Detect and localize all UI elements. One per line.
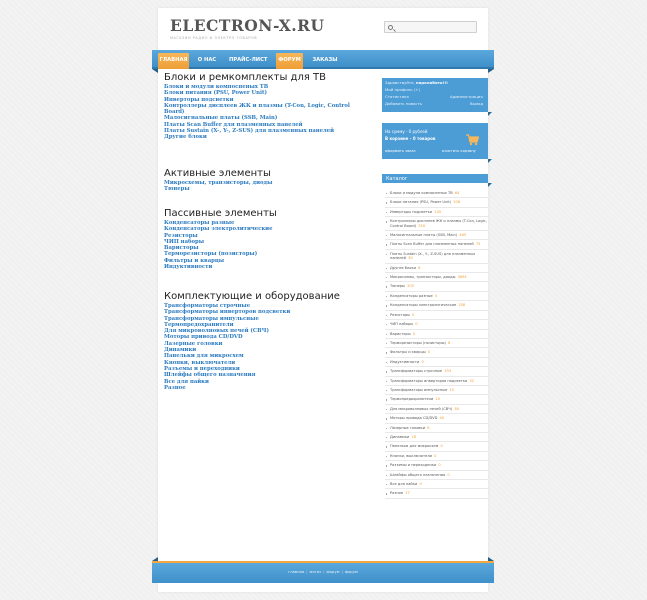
catalog-item-count: 40 — [439, 416, 445, 421]
site-header — [158, 8, 488, 48]
catalog-item-count: 316 — [418, 223, 426, 228]
catalog-item-label: Тюнеры — [390, 284, 405, 289]
category-link[interactable]: Малосигнальные платы (SSB, Main) — [164, 115, 278, 122]
catalog-item-label: Варисторы — [390, 331, 411, 336]
catalog-item[interactable] — [385, 461, 488, 470]
catalog-item[interactable] — [385, 424, 488, 433]
category-link[interactable]: Трансформаторы строчные — [164, 303, 251, 309]
category-link[interactable]: Все для пайки — [164, 378, 209, 385]
footer-link[interactable]: магаз — [309, 569, 322, 574]
category-link[interactable]: Варисторы — [164, 245, 199, 252]
logout-link[interactable]: Выход — [470, 101, 484, 106]
catalog-item[interactable] — [385, 348, 488, 357]
site-slogan: МАГАЗИН РАДИО И ЭЛЕКТРО ТОВАРОВ — [170, 36, 258, 40]
profile-link[interactable]: Мой профиль (+) — [385, 87, 421, 92]
nav-price-list[interactable]: ПРАЙС-ЛИСТ — [229, 57, 268, 63]
catalog-item-label: Трансформаторы инверторов подсветки — [390, 378, 468, 383]
catalog-item-count: 0 — [440, 444, 443, 449]
shopping-cart-icon[interactable] — [466, 134, 479, 146]
catalog-item-count: 258 — [458, 303, 466, 308]
catalog-item-label: Все для пайки — [390, 482, 418, 486]
category-link[interactable]: Платы Sustain (X-, Y-, Z-SUS) для плазменных панелей — [164, 128, 335, 135]
catalog-item-count: 205 — [407, 284, 414, 289]
category-link[interactable]: Разъемы и переходники — [164, 365, 240, 372]
catalog-item[interactable] — [385, 367, 488, 376]
catalog-item[interactable] — [385, 489, 488, 498]
catalog-item-label: Разъемы и переходники — [390, 463, 437, 468]
catalog-item-count: 0 — [421, 359, 424, 364]
category-link[interactable]: Микросхемы, транзисторы, диоды — [164, 180, 273, 186]
footer-separator: | — [341, 569, 343, 574]
category-link[interactable]: Резисторы — [164, 232, 198, 239]
catalog-item-label: Конденсаторы разные — [390, 293, 433, 298]
category-link[interactable]: Фильтры и кварцы — [164, 257, 225, 264]
footer-link[interactable]: главная — [288, 569, 305, 574]
catalog-item-label: Трансформаторы импульсные — [390, 387, 448, 392]
catalog-item-count: 0 — [419, 482, 422, 486]
catalog-item-count: 0 — [438, 463, 441, 468]
search-icon[interactable] — [388, 25, 393, 30]
catalog-item-count: 0 — [447, 472, 450, 477]
catalog-item[interactable] — [385, 377, 488, 386]
catalog-item[interactable] — [385, 208, 488, 217]
catalog-item-label: Шлейфы общего назначения — [390, 472, 446, 477]
catalog-item-count: 0 — [434, 293, 438, 298]
footer-link[interactable]: форум — [344, 569, 358, 574]
category-link[interactable]: Панельки для микросхем — [164, 353, 244, 360]
catalog-item-count: 465 — [459, 233, 467, 238]
catalog-item-label: Панельки для микросхем — [390, 444, 439, 449]
section-active-elements — [164, 168, 272, 193]
catalog-item-label: ЧИП наборы — [390, 322, 414, 327]
section-title: Комплектующие и оборудование — [164, 291, 340, 302]
category-link[interactable]: Конденсаторы электролитические — [164, 226, 273, 233]
catalog-item-count: 18 — [411, 434, 416, 439]
catalog-item-label: Индуктивности — [390, 359, 420, 364]
username: паралобото!!! — [416, 80, 448, 85]
catalog-item-count: 75 — [475, 242, 481, 247]
checkout-link[interactable]: оформить заказ — [385, 149, 416, 153]
catalog-item[interactable] — [385, 189, 488, 198]
catalog-item-count: 30 — [408, 256, 413, 261]
catalog-item[interactable] — [385, 386, 488, 395]
add-news-link[interactable]: Добавить новость — [385, 101, 423, 106]
catalog-item-count: 6 — [448, 340, 451, 345]
site-logo[interactable]: ELECTRON-X.RU — [170, 16, 325, 35]
search-input[interactable] — [396, 23, 474, 32]
main-nav — [152, 50, 494, 69]
greeting-label: Здравствуйте, — [385, 80, 415, 85]
catalog-item[interactable] — [385, 442, 488, 451]
catalog-item[interactable] — [385, 282, 488, 291]
catalog-item-label: Кнопки, выключатели — [390, 453, 432, 458]
cart-panel — [382, 123, 488, 159]
catalog-item-label: Трансформаторы строчные — [390, 369, 443, 374]
catalog-item-count: 0 — [434, 453, 437, 458]
stats-link[interactable]: Статистика — [385, 94, 409, 99]
catalog-item[interactable] — [385, 405, 488, 414]
catalog-item-label: Платы Sustain (X-, Y-, Z-SUS) для плазменных панелей — [390, 251, 476, 261]
catalog-item-count: 0 — [412, 312, 415, 317]
section-title: Блоки и ремкомплекты для ТВ — [164, 72, 327, 83]
catalog-title: Каталог — [382, 174, 488, 183]
catalog-item-label: Динамики — [390, 434, 410, 439]
catalog-panel — [382, 174, 488, 499]
catalog-item-label: Инверторы подсветки — [390, 209, 433, 214]
category-link[interactable]: Динамики — [164, 347, 197, 354]
category-link[interactable]: Трансформаторы импульсные — [164, 315, 259, 322]
section-passive-elements — [164, 208, 277, 270]
catalog-item-label: Блоки и модули компоспеных ТВ — [390, 191, 453, 195]
catalog-item-count: 6 — [418, 265, 421, 270]
catalog-item-count: 17 — [405, 491, 410, 496]
catalog-item-count: 38 — [454, 406, 459, 411]
site-footer — [152, 561, 494, 583]
footer-separator: | — [323, 569, 325, 574]
nav-forum[interactable]: ФОРУМ — [276, 53, 303, 69]
catalog-item-label: Термопредохранители — [390, 397, 434, 402]
catalog-item-count: 3894 — [457, 275, 467, 280]
catalog-item-count: 0 — [412, 331, 416, 336]
catalog-item-label: Резисторы — [390, 312, 411, 317]
catalog-item[interactable] — [385, 480, 488, 489]
catalog-item[interactable] — [385, 433, 488, 442]
catalog-item[interactable] — [385, 231, 488, 240]
category-link[interactable]: Контроллеры дисплеев ЖК и плазмы (T-Con, Logic, Control Board) — [164, 102, 350, 116]
section-title: Пассивные элементы — [164, 208, 277, 219]
catalog-item[interactable] — [385, 395, 488, 404]
category-link[interactable]: Другие блоки — [164, 134, 207, 141]
category-link[interactable]: Для микроволновых печей (СВЧ) — [164, 328, 269, 335]
cart-count: В корзине - 0 товаров — [385, 136, 436, 141]
footer-links — [152, 569, 494, 574]
catalog-item[interactable] — [385, 301, 488, 310]
category-link[interactable]: Шлейфы общего назначения — [164, 372, 256, 379]
catalog-item-label: Платы Scan Buffer для плазменных панелей — [390, 242, 474, 247]
catalog-item-count: 8 — [427, 425, 430, 430]
category-link[interactable]: Блоки и модули компоспеных ТВ — [164, 84, 269, 90]
catalog-list — [382, 189, 488, 499]
catalog-item[interactable] — [385, 240, 488, 249]
admin-link[interactable]: Администрация — [450, 94, 483, 99]
catalog-item-count: 145 — [434, 209, 442, 214]
catalog-item-label: Терморезисторы (позисторы) — [390, 340, 446, 345]
catalog-item[interactable] — [385, 250, 488, 264]
catalog-item-count: 333 — [444, 369, 452, 374]
category-link[interactable]: Блоки питания (PSU, Power Unit) — [164, 90, 267, 97]
catalog-item[interactable] — [385, 198, 488, 207]
category-link[interactable]: Инверторы подсветки — [164, 96, 234, 103]
catalog-item-label: Конденсаторы электролитические — [390, 303, 457, 308]
catalog-item-count: 0 — [415, 322, 418, 327]
catalog-item-label: Моторы привода CD/DVD — [390, 416, 438, 421]
category-link[interactable]: Термопредохранители — [164, 321, 234, 328]
category-link[interactable]: ЧИП наборы — [164, 238, 205, 245]
nav-about[interactable]: О НАС — [197, 57, 217, 63]
clear-cart-link[interactable]: очистить корзину — [442, 149, 476, 153]
category-link[interactable]: Конденсаторы разные — [164, 220, 235, 226]
catalog-item-count: 64 — [454, 191, 460, 195]
category-link[interactable]: Кнопки, выключатели — [164, 359, 236, 366]
category-link[interactable]: Лазерные головки — [164, 340, 223, 347]
category-link[interactable]: Разное — [164, 384, 186, 391]
nav-home[interactable]: ГЛАВНАЯ — [158, 53, 189, 69]
catalog-item-label: Блоки питания (PSU, Power Unit) — [390, 200, 452, 205]
catalog-item-label: Фильтры и кварцы — [390, 350, 426, 355]
catalog-item[interactable] — [385, 273, 488, 282]
footer-link[interactable]: форум — [326, 569, 340, 574]
category-link[interactable]: Тюнеры — [164, 186, 190, 193]
catalog-item-label: Другие блоки — [390, 265, 417, 270]
footer-separator: | — [306, 569, 308, 574]
catalog-item-label: Малосигнальные платы (SSB, Main) — [390, 233, 458, 238]
catalog-item[interactable] — [385, 217, 488, 231]
catalog-item[interactable] — [385, 330, 488, 339]
category-link[interactable]: Трансформаторы инверторов подсветки — [164, 309, 291, 316]
catalog-item-label: Микросхемы, транзисторы, диоды — [390, 275, 456, 280]
catalog-item-label: Разное — [390, 491, 404, 496]
category-link[interactable]: Терморезисторы (позисторы) — [164, 251, 258, 258]
section-title: Активные элементы — [164, 168, 271, 179]
catalog-item[interactable] — [385, 452, 488, 461]
catalog-item[interactable] — [385, 311, 488, 320]
catalog-item[interactable] — [385, 358, 488, 367]
user-panel — [382, 78, 488, 112]
catalog-item[interactable] — [385, 471, 488, 480]
catalog-item-count: 15 — [449, 387, 455, 392]
section-components — [164, 291, 340, 391]
catalog-item[interactable] — [385, 414, 488, 423]
catalog-item-count: 32 — [469, 378, 475, 383]
search-box — [384, 21, 477, 33]
catalog-item[interactable] — [385, 320, 488, 329]
catalog-item-count: 0 — [427, 350, 431, 355]
cart-sum: На сумму - 0 рублей — [385, 129, 428, 134]
catalog-item[interactable] — [385, 292, 488, 301]
page-container — [158, 8, 488, 592]
catalog-item-count: 208 — [453, 200, 461, 205]
catalog-item[interactable] — [385, 339, 488, 348]
category-link[interactable]: Платы Scan Buffer для плазменных панелей — [164, 121, 303, 128]
catalog-item-label: Лазерные головки — [390, 425, 426, 430]
category-link[interactable]: Индуктивности — [164, 264, 213, 271]
nav-orders[interactable]: ЗАКАЗЫ — [312, 57, 338, 63]
catalog-item-label: Для микроволновых печей (СВЧ) — [390, 406, 453, 411]
catalog-item[interactable] — [385, 264, 488, 273]
catalog-item-count: 10 — [435, 397, 441, 402]
user-greeting — [385, 80, 448, 85]
section-tv-blocks — [164, 72, 364, 141]
catalog-item-label: Контроллеры дисплеев ЖК и плазмы (T-Con, Logic, Control Board) — [390, 219, 487, 228]
category-link[interactable]: Моторы привода CD/DVD — [164, 334, 243, 341]
